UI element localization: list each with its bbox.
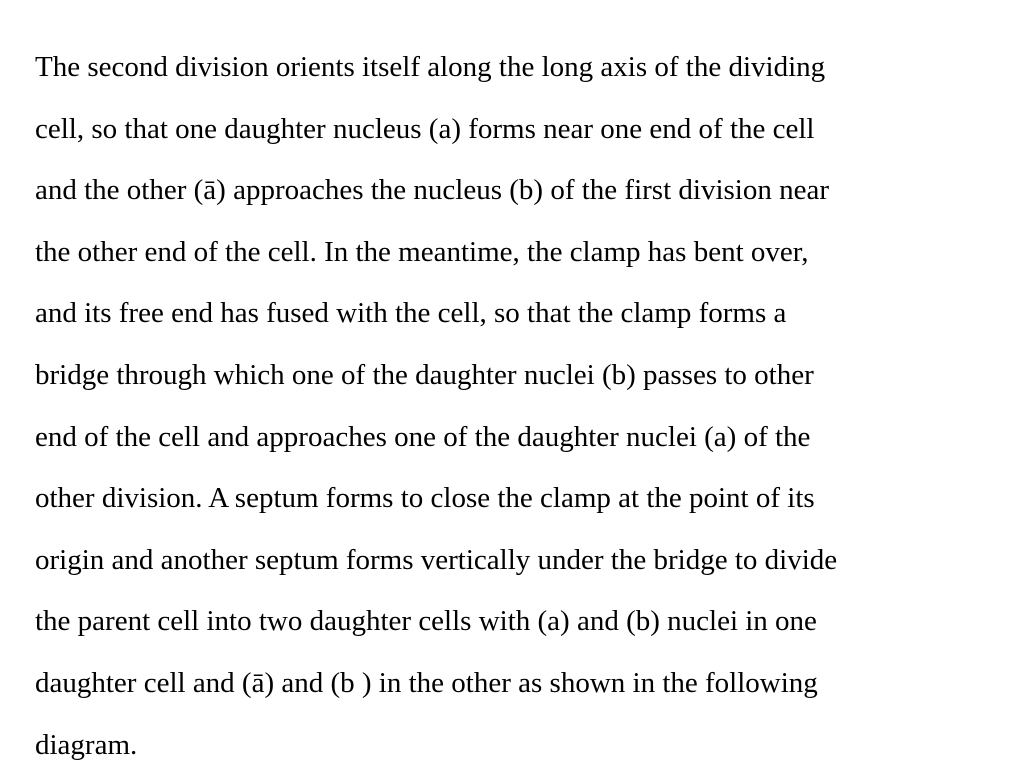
paragraph-line-9: origin and another septum forms vertically under the bridge to divide [35, 543, 838, 576]
paragraph-line-7: end of the cell and approaches one of the daughter nuclei (a) of the [35, 420, 811, 453]
paragraph-line-10: the parent cell into two daughter cells with (a) and (b) nuclei in one [35, 605, 817, 638]
paragraph-line-6: bridge through which one of the daughter nuclei (b) passes to other [35, 358, 814, 391]
paragraph-line-8: other division. A septum forms to close the clamp at the point of its [35, 482, 815, 515]
paragraph-line-11: daughter cell and (ā) and (b ) in the other as shown in the following [35, 666, 818, 699]
paragraph-line-1: The second division orients itself along the long axis of the dividing [35, 51, 826, 83]
paragraph-line-4: the other end of the cell. In the meantime, the clamp has bent over, [35, 235, 809, 268]
paragraph-line-12: diagram. [35, 728, 138, 761]
body-paragraph [35, 37, 995, 768]
paragraph-line-3: and the other (ā) approaches the nucleus (b) of the first division near [35, 174, 829, 207]
paragraph-line-5: and its free end has fused with the cell, so that the clamp forms a [35, 297, 787, 330]
paragraph-line-2: cell, so that one daughter nucleus (a) forms near one end of the cell [35, 112, 815, 145]
